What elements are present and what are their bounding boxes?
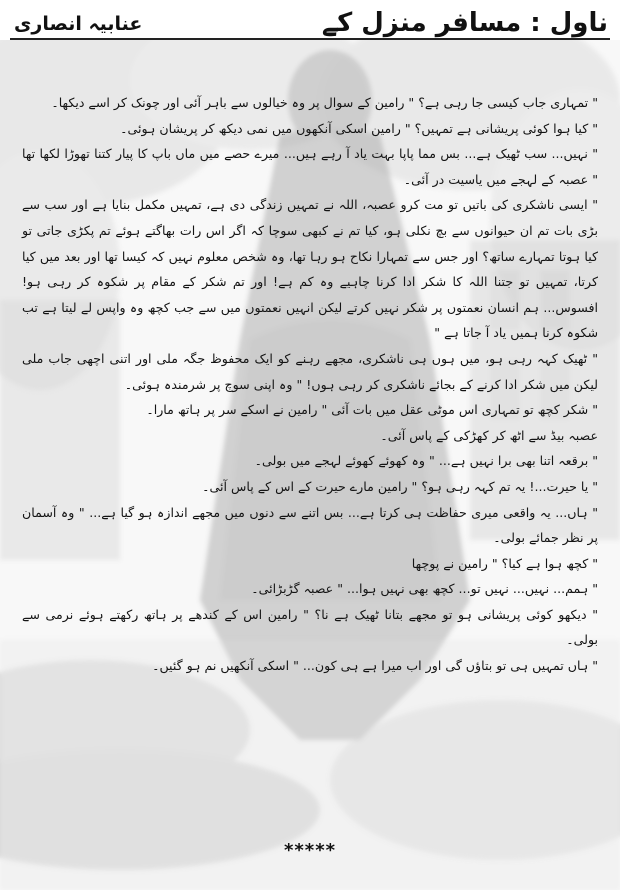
story-paragraph: " برقعہ اتنا بھی برا نہیں ہے... " وہ کھوئے کھوئے لہجے میں بولی۔ bbox=[254, 453, 598, 469]
story-paragraph: " ایسی ناشکری کی باتیں تو مت کرو عصبہ، اللہ نے تمہیں زندگی دی ہے، تمہیں مکمل بنایا ہے اور سب سے بڑی بات تم ان حیوانوں سے بچ نکلی ہو، کیا تم نے کبھی سوچا کہ اگر اس رات بھاگتے ہوئے تم پکڑی جاتی تو کیا ہوتا تمہارے ساتھ؟ اور جس سے تمہارا نکاح ہو رہا تھا، وہ شخص معلوم نہیں کہ کیسا تھا اور بعد میں کیا کرتا، تمہیں تو جتنا اللہ کا شکر ادا کرنا چاہیے وہ کم ہے! اور تم شکر کے مقام پر شکوہ کر رہی ہو! افسوس... ہم انسان نعمتوں پر شکر نہیں کرتے لیکن انہیں نعمتوں میں سے جب کچھ وہ واپس لے لیتا ہے تب شکوہ کرنا ہمیں یاد آ جاتا ہے " bbox=[22, 197, 598, 341]
story-paragraph: " شکر کچھ تو تمہاری اس موٹی عقل میں بات آئی " رامین نے اسکے سر پر ہاتھ مارا۔ bbox=[146, 402, 598, 418]
story-paragraph: " کچھ ہوا ہے کیا؟ " رامین نے پوچھا bbox=[411, 555, 598, 571]
story-paragraph: " یا حیرت...! یہ تم کہہ رہی ہو؟ " رامین مارے حیرت کے اس کے پاس آئی۔ bbox=[202, 478, 598, 494]
story-paragraph: " ٹھیک کہہ رہی ہو، میں ہوں ہی ناشکری، مجھے رہنے کو ایک محفوظ جگہ ملی اور اتنی اچھی جاب ملی لیکن میں شکر ادا کرنے کے بجائے ناشکری کر رہی ہوں! " وہ اپنی سوچ پر شرمندہ ہوئی۔ bbox=[22, 350, 598, 392]
story-paragraph: عصبہ بیڈ سے اٹھ کر کھڑکی کے پاس آئی۔ bbox=[380, 427, 598, 443]
section-separator: ***** bbox=[283, 840, 337, 861]
author-name: عنابیہ انصاری bbox=[14, 13, 143, 35]
story-paragraph: " ہاں تمہیں ہی تو بتاؤں گی اور اب میرا ہے ہی کون... " اسکی آنکھیں نم ہو گئیں۔ bbox=[152, 658, 598, 674]
story-paragraph: " نہیں... سب ٹھیک ہے... بس مما پاپا بہت یاد آ رہے ہیں... میرے حصے میں ماں باپ کا پیار کتنا تھوڑا لکھا تھا " عصبہ کے لہجے میں یاسیت در آئی۔ bbox=[22, 146, 598, 187]
story-paragraph: " کیا ہوا کوئی پریشانی ہے تمہیں؟ " رامین اسکی آنکھوں میں نمی دیکھ کر پریشان ہوئی۔ bbox=[120, 120, 598, 136]
story-paragraph: " ہاں... یہ واقعی میری حفاظت ہی کرتا ہے... بس اتنے سے دنوں میں مجھے اندازہ ہو گیا ہے... " وہ آسمان پر نظر جمائے بولی۔ bbox=[22, 504, 598, 546]
novel-title: ناول : مسافر منزل کے bbox=[321, 8, 608, 38]
header-divider bbox=[10, 38, 610, 40]
story-body bbox=[22, 90, 598, 679]
story-paragraph: " دیکھو کوئی پریشانی ہو تو مجھے بتانا ٹھیک ہے نا؟ " رامین اس کے کندھے پر ہاتھ رکھتے ہوئے نرمی سے بولی۔ bbox=[22, 606, 598, 648]
page-header bbox=[0, 0, 620, 40]
story-paragraph: " ہمم... نہیں... نہیں تو... کچھ بھی نہیں ہوا... " عصبہ گڑبڑائی۔ bbox=[251, 581, 598, 597]
story-paragraph: " تمہاری جاب کیسی جا رہی ہے؟ " رامین کے سوال پر وہ خیالوں سے باہر آئی اور چونک کر اسے دیکھا۔ bbox=[51, 95, 598, 110]
